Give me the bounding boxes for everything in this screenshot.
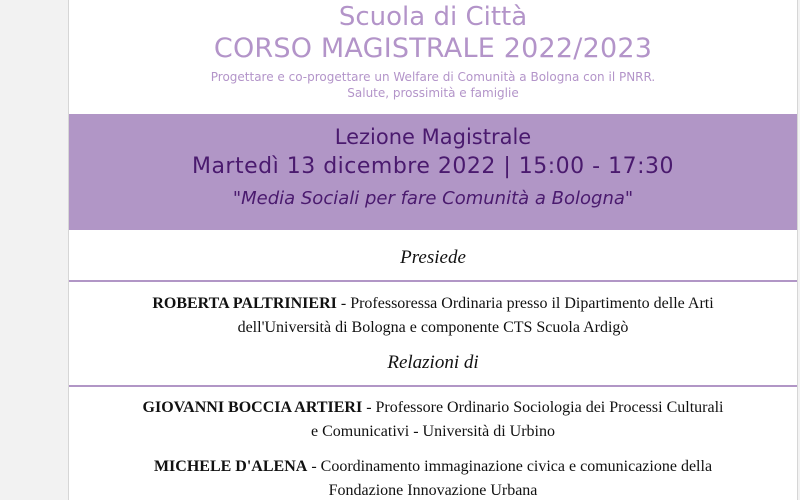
speaker-paragraph [79,396,787,444]
speaker-role-line2: e Comunicativi - Università di Urbino [311,423,555,440]
speaker-name: GIOVANNI BOCCIA ARTIERI [142,399,363,416]
speaker-role-line1: - Coordinamento immaginazione civica e comunicazione della [307,458,713,475]
speaker-paragraph [79,455,787,500]
presiede-role-line1: - Professoressa Ordinaria presso il Dipartimento delle Arti [336,295,714,312]
presiede-name: ROBERTA PALTRINIERI [152,295,337,312]
course-title: CORSO MAGISTRALE 2022/2023 [213,33,653,64]
document-page [68,0,798,500]
section-divider [69,385,797,387]
speaker-role-line2: Fondazione Innovazione Urbana [328,482,538,499]
course-subtitle-line1: Progettare e co-progettare un Welfare di Comunità a Bologna con il PNRR. [210,70,656,84]
lecture-band [69,114,797,230]
lecture-type: Lezione Magistrale [334,125,532,149]
speaker-line1 [79,396,787,420]
relazioni-heading: Relazioni di [387,352,479,373]
school-title: Scuola di Città [338,2,528,32]
header [69,2,797,101]
course-subtitle-line2: Salute, prossimità e famiglie [347,86,519,100]
section-divider [69,280,797,282]
presiede-line1 [79,292,787,316]
presiede-paragraph [79,292,787,340]
lecture-topic: "Media Sociali per fare Comunità a Bologna" [232,188,634,209]
speaker-role-line1: - Professore Ordinario Sociologia dei Processi Culturali [362,399,724,416]
presiede-role-line2: dell'Università di Bologna e componente CTS Scuola Ardigò [237,319,629,336]
lecture-datetime: Martedì 13 dicembre 2022 | 15:00 - 17:30 [191,154,675,179]
speaker-name: MICHELE D'ALENA [153,458,308,475]
speaker-line1 [79,455,787,479]
presiede-heading: Presiede [400,247,466,268]
